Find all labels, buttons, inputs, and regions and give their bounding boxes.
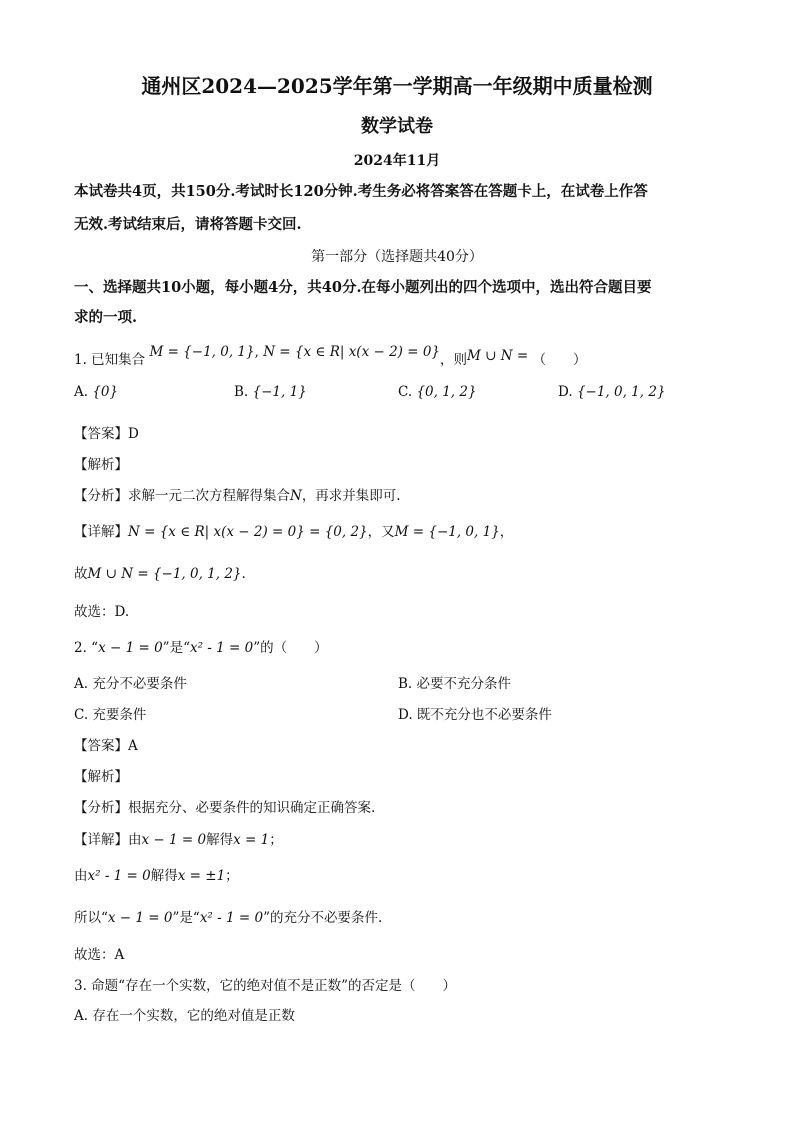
q1-detail-end: ，	[499, 524, 514, 540]
q1-analysis-tag: 【解析】	[74, 457, 128, 473]
q2-detail-math-2: x = 1	[233, 832, 270, 848]
q1-option-b-value: {−1, 1}	[252, 384, 307, 400]
q1-option-d-value: {−1, 0, 1, 2}	[576, 384, 666, 400]
q1-option-b-label: B.	[234, 384, 249, 400]
q1-detail-math-2: M = {−1, 0, 1}	[394, 524, 500, 540]
q1-fenxi-tag: 【分析】	[74, 488, 128, 504]
q2-detail-b: 解得	[206, 832, 234, 848]
q2-line2-math-1: x² - 1 = 0	[87, 868, 151, 884]
exam-date: 2024年11月	[353, 153, 441, 169]
q2-detail-line-1	[74, 828, 283, 848]
q1-choice: 故选：D.	[74, 604, 130, 620]
q3-option-a: A. 存在一个实数，它的绝对值是正数	[74, 1008, 295, 1024]
q2-line3-math-1: x − 1 = 0	[107, 910, 173, 926]
q2-answer-value: A	[128, 738, 138, 754]
q1-option-d-label: D.	[558, 384, 573, 400]
q1-option-c-value: {0, 1, 2}	[416, 384, 477, 400]
q1-set-m: M = {−1, 0, 1}	[149, 344, 255, 360]
q2-line3-b: ”是“	[172, 910, 200, 926]
q1-fenxi-text-1: 求解一元二次方程解得集合	[128, 488, 290, 504]
q1-option-c-label: C.	[398, 384, 413, 400]
q1-conclusion-math: M ∪ N = {−1, 0, 1, 2}	[87, 566, 242, 582]
q1-detail	[74, 520, 513, 540]
q1-answer-value: D	[128, 426, 139, 442]
q1-option-a	[74, 384, 118, 400]
q1-then: ，则	[440, 352, 468, 368]
page-subtitle: 数学试卷	[361, 116, 433, 137]
q2-option-b: B. 必要不充分条件	[398, 676, 512, 692]
q1-option-a-label: A.	[74, 384, 89, 400]
q2-choice: 故选：A	[74, 947, 125, 963]
q2-fenxi-text: 根据充分、必要条件的知识确定正确答案.	[128, 800, 376, 816]
q2-detail-line-2	[74, 864, 239, 884]
page-title: 通州区2024—2025学年第一学期高一年级期中质量检测	[141, 74, 653, 98]
q2-line3-a: 所以“	[74, 910, 108, 926]
q1-union: M ∪ N =	[467, 348, 529, 364]
instructions-line-2: 无效.考试结束后，请将答题卡交回.	[74, 216, 302, 233]
q1-fenxi-text-2: ，再求并集即可.	[301, 488, 401, 504]
q2-line3-c: ”的充分不必要条件.	[263, 910, 383, 926]
q2-detail-c: ；	[269, 832, 283, 848]
q2-fenxi-tag: 【分析】	[74, 800, 128, 816]
part1-intro-line-2: 求的一项.	[74, 309, 138, 326]
q1-answer-tag: 【答案】	[74, 426, 128, 442]
q2-option-d: D. 既不充分也不必要条件	[398, 707, 552, 723]
q2-detail-a: 由	[128, 832, 142, 848]
q1-comma: ,	[254, 344, 259, 360]
q3-stem: 3. 命题“存在一个实数，它的绝对值不是正数”的否定是（ ）	[74, 978, 456, 994]
q2-stem-math-1: x − 1 = 0	[98, 640, 163, 656]
q2-line2-c: ；	[225, 868, 239, 884]
part1-heading: 第一部分（选择题共40分）	[311, 249, 483, 265]
q1-option-b	[234, 384, 307, 400]
q1-fenxi-var: N	[290, 488, 302, 504]
q2-analysis-tag: 【解析】	[74, 769, 128, 785]
q2-stem-b: ”是“	[162, 640, 190, 656]
q1-conclusion-end: .	[241, 566, 246, 582]
q2-stem-a: 2. “	[74, 640, 99, 656]
q2-stem	[74, 636, 328, 656]
q2-line2-a: 由	[74, 868, 88, 884]
q1-prefix: 1. 已知集合	[74, 352, 146, 368]
part1-intro-line-1: 一、选择题共10小题，每小题4分，共40分.在每小题列出的四个选项中，选出符合题目要	[74, 279, 652, 296]
q2-option-a: A. 充分不必要条件	[74, 676, 187, 692]
q2-stem-c: ”的（ ）	[253, 640, 328, 656]
q2-detail-tag: 【详解】	[74, 832, 128, 848]
q2-answer	[74, 734, 138, 754]
q1-detail-tag: 【详解】	[74, 524, 128, 540]
q2-line2-math-2: x = ±1	[177, 868, 226, 884]
q1-stem	[74, 344, 587, 368]
q1-option-c	[398, 384, 477, 400]
q1-paren: （ ）	[532, 352, 587, 368]
q1-detail-mid: ，又	[367, 524, 395, 540]
q1-option-a-value: {0}	[92, 384, 119, 400]
q2-detail-line-3	[74, 906, 382, 926]
q2-detail-math-1: x − 1 = 0	[141, 832, 207, 848]
q1-set-n: N = {x ∈ R| x(x − 2) = 0}	[263, 344, 441, 360]
q2-fenxi	[74, 796, 375, 816]
q1-conclusion	[74, 562, 246, 582]
q2-stem-math-2: x² - 1 = 0	[189, 640, 254, 656]
instructions-line-1: 本试卷共4页，共150分.考试时长120分钟.考生务必将答案答在答题卡上，在试卷上作答	[74, 183, 648, 200]
q1-option-d	[558, 384, 666, 400]
q1-answer	[74, 422, 139, 442]
q1-detail-math-1: N = {x ∈ R| x(x − 2) = 0} = {0, 2}	[128, 524, 368, 540]
q2-line2-b: 解得	[150, 868, 178, 884]
q1-fenxi	[74, 484, 401, 504]
q1-conclusion-prefix: 故	[74, 566, 88, 582]
q2-answer-tag: 【答案】	[74, 738, 128, 754]
q2-option-c: C. 充要条件	[74, 707, 147, 723]
q2-line3-math-2: x² - 1 = 0	[199, 910, 264, 926]
